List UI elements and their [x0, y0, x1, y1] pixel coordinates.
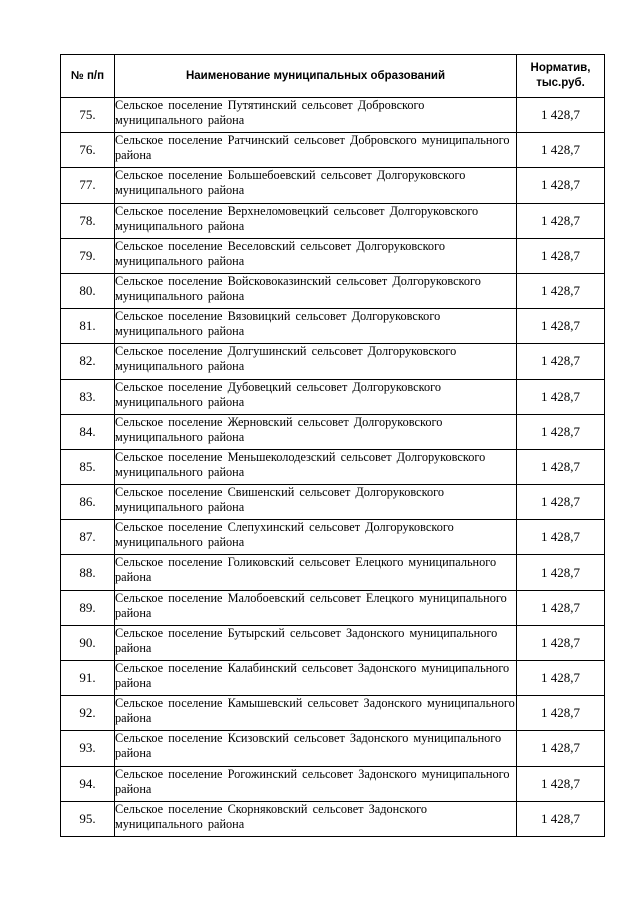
table-row: [61, 590, 605, 625]
table-row: [61, 238, 605, 273]
table-header-row: [61, 55, 605, 98]
row-number: 93.: [61, 731, 115, 766]
table-row: [61, 555, 605, 590]
header-value: [517, 55, 605, 98]
row-value: 1 428,7: [517, 520, 605, 555]
row-name: Сельское поселение Долгушинский сельсовет Долгоруковского муниципального района: [115, 344, 517, 379]
row-value: 1 428,7: [517, 696, 605, 731]
row-name: Сельское поселение Скорняковский сельсовет Задонского муниципального района: [115, 801, 517, 836]
row-number: 87.: [61, 520, 115, 555]
row-name: Сельское поселение Калабинский сельсовет Задонского муниципального района: [115, 661, 517, 696]
table-row: [61, 520, 605, 555]
row-name: Сельское поселение Ратчинский сельсовет Добровского муниципального района: [115, 133, 517, 168]
row-number: 84.: [61, 414, 115, 449]
table-row: [61, 98, 605, 133]
row-value: 1 428,7: [517, 555, 605, 590]
row-number: 85.: [61, 449, 115, 484]
row-name: Сельское поселение Войсковоказинский сельсовет Долгоруковского муниципального района: [115, 273, 517, 308]
table-row: [61, 801, 605, 836]
table-row: [61, 168, 605, 203]
table-row: [61, 273, 605, 308]
row-name: Сельское поселение Веселовский сельсовет Долгоруковского муниципального района: [115, 238, 517, 273]
table-row: [61, 661, 605, 696]
row-number: 80.: [61, 273, 115, 308]
normative-table: [60, 54, 605, 837]
row-name: Сельское поселение Путятинский сельсовет Добровского муниципального района: [115, 98, 517, 133]
row-value: 1 428,7: [517, 98, 605, 133]
row-value: 1 428,7: [517, 801, 605, 836]
row-value: 1 428,7: [517, 133, 605, 168]
table-row: [61, 309, 605, 344]
row-value: 1 428,7: [517, 766, 605, 801]
row-name: Сельское поселение Камышевский сельсовет Задонского муниципального района: [115, 696, 517, 731]
table-row: [61, 696, 605, 731]
row-value: 1 428,7: [517, 449, 605, 484]
row-value: 1 428,7: [517, 485, 605, 520]
row-value: 1 428,7: [517, 273, 605, 308]
row-number: 77.: [61, 168, 115, 203]
row-number: 81.: [61, 309, 115, 344]
table-row: [61, 344, 605, 379]
row-value: 1 428,7: [517, 238, 605, 273]
row-number: 78.: [61, 203, 115, 238]
row-number: 82.: [61, 344, 115, 379]
table-row: [61, 731, 605, 766]
row-value: 1 428,7: [517, 203, 605, 238]
row-name: Сельское поселение Малобоевский сельсовет Елецкого муниципального района: [115, 590, 517, 625]
row-value: 1 428,7: [517, 625, 605, 660]
table-row: [61, 625, 605, 660]
row-number: 89.: [61, 590, 115, 625]
row-value: 1 428,7: [517, 590, 605, 625]
row-value: 1 428,7: [517, 168, 605, 203]
row-number: 90.: [61, 625, 115, 660]
table-row: [61, 203, 605, 238]
row-number: 86.: [61, 485, 115, 520]
row-number: 75.: [61, 98, 115, 133]
header-value-line2: тыс.руб.: [536, 77, 585, 89]
table-row: [61, 485, 605, 520]
row-name: Сельское поселение Ксизовский сельсовет Задонского муниципального района: [115, 731, 517, 766]
table-row: [61, 133, 605, 168]
table-row: [61, 766, 605, 801]
row-name: Сельское поселение Жерновский сельсовет Долгоруковского муниципального района: [115, 414, 517, 449]
header-name: Наименование муниципальных образований: [115, 55, 517, 98]
row-number: 76.: [61, 133, 115, 168]
row-number: 94.: [61, 766, 115, 801]
row-name: Сельское поселение Меньшеколодезский сельсовет Долгоруковского муниципального района: [115, 449, 517, 484]
row-number: 95.: [61, 801, 115, 836]
row-name: Сельское поселение Голиковский сельсовет Елецкого муниципального района: [115, 555, 517, 590]
row-value: 1 428,7: [517, 731, 605, 766]
row-number: 83.: [61, 379, 115, 414]
row-number: 88.: [61, 555, 115, 590]
row-name: Сельское поселение Вязовицкий сельсовет Долгоруковского муниципального района: [115, 309, 517, 344]
row-number: 91.: [61, 661, 115, 696]
row-value: 1 428,7: [517, 309, 605, 344]
row-name: Сельское поселение Рогожинский сельсовет Задонского муниципального района: [115, 766, 517, 801]
row-value: 1 428,7: [517, 344, 605, 379]
table-row: [61, 449, 605, 484]
row-value: 1 428,7: [517, 661, 605, 696]
table-row: [61, 414, 605, 449]
row-number: 79.: [61, 238, 115, 273]
row-name: Сельское поселение Дубовецкий сельсовет Долгоруковского муниципального района: [115, 379, 517, 414]
row-value: 1 428,7: [517, 414, 605, 449]
row-name: Сельское поселение Свишенский сельсовет Долгоруковского муниципального района: [115, 485, 517, 520]
row-name: Сельское поселение Большебоевский сельсовет Долгоруковского муниципального района: [115, 168, 517, 203]
header-num: № п/п: [61, 55, 115, 98]
row-number: 92.: [61, 696, 115, 731]
table-row: [61, 379, 605, 414]
row-name: Сельское поселение Слепухинский сельсовет Долгоруковского муниципального района: [115, 520, 517, 555]
row-name: Сельское поселение Верхнеломовецкий сельсовет Долгоруковского муниципального района: [115, 203, 517, 238]
header-value-line1: Норматив,: [530, 62, 591, 74]
row-name: Сельское поселение Бутырский сельсовет Задонского муниципального района: [115, 625, 517, 660]
row-value: 1 428,7: [517, 379, 605, 414]
